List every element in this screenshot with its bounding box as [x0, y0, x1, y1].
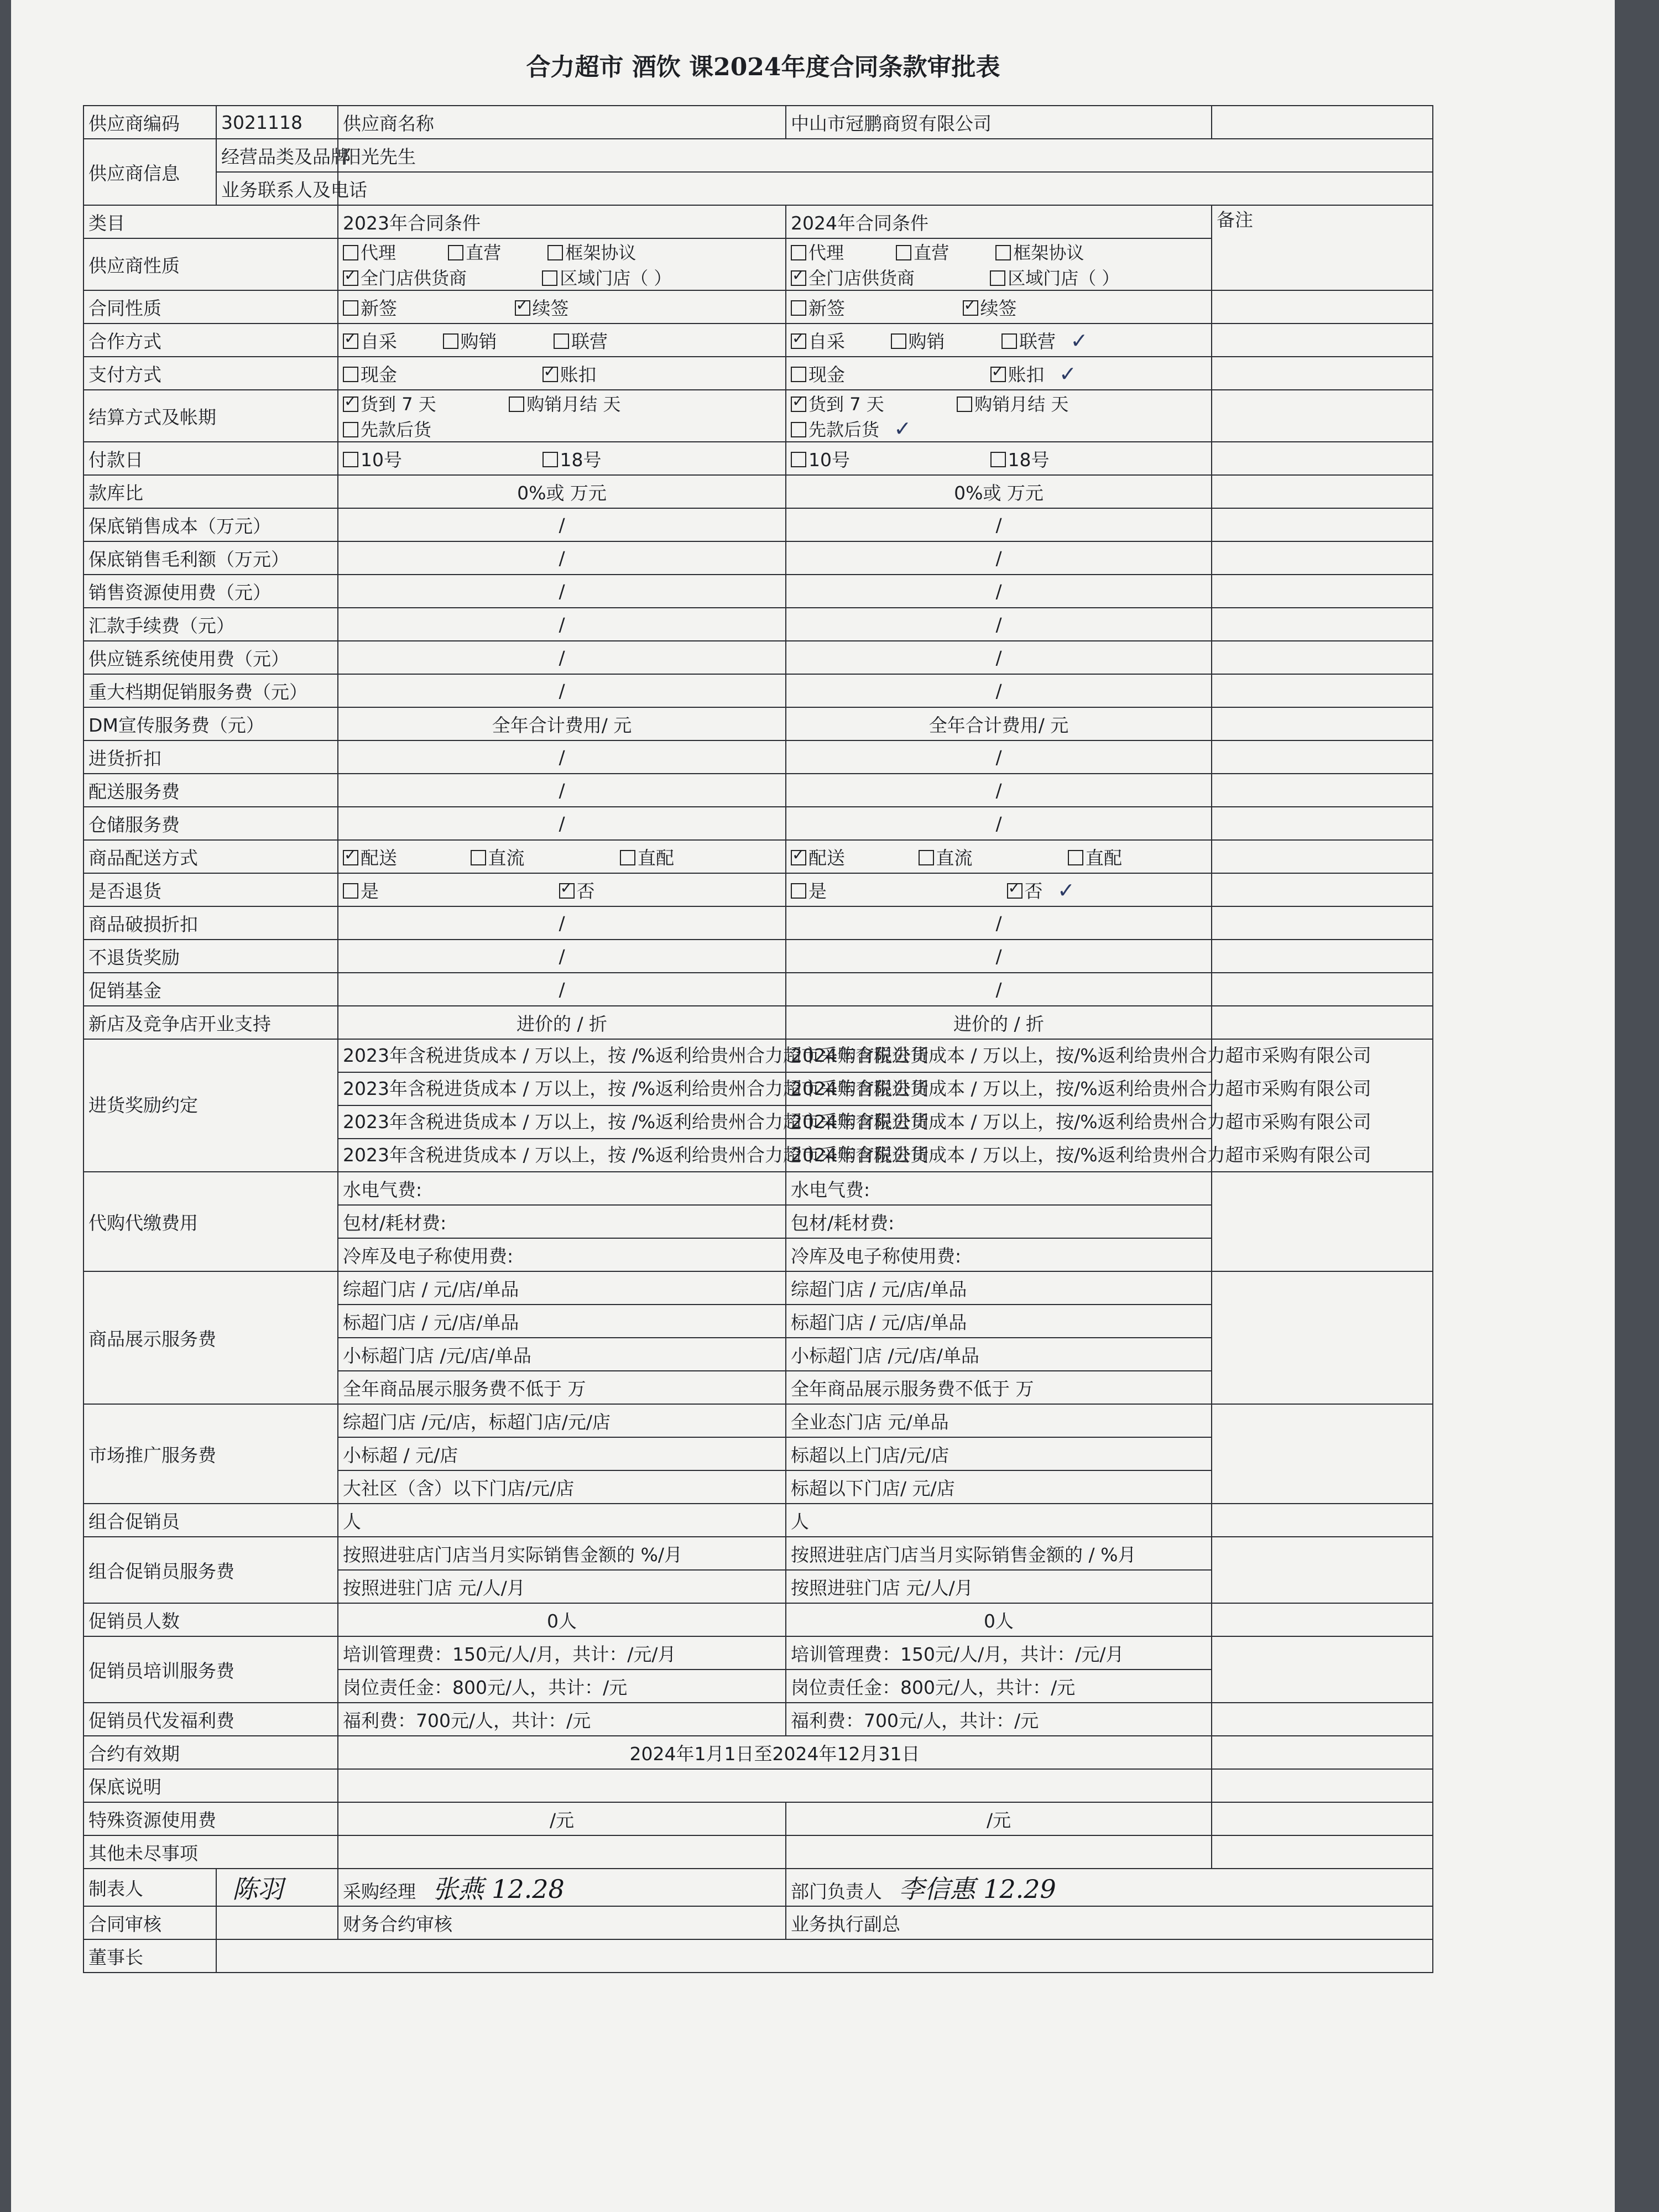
- checkbox[interactable]: [791, 367, 806, 382]
- row-pay-mode: 支付方式: [84, 357, 338, 390]
- checkbox-checked[interactable]: [1007, 883, 1022, 899]
- row-discount: 进货折扣: [84, 740, 338, 774]
- brand-label: 经营品类及品牌: [216, 139, 338, 172]
- row-return: 是否退货: [84, 873, 338, 906]
- row-resource-fee: 销售资源使用费（元）: [84, 575, 338, 608]
- empty-cell: [1212, 1802, 1433, 1835]
- row-combo-fee: 组合促销员服务费: [84, 1537, 338, 1603]
- display-2023: 小标超门店 /元/店/单品: [338, 1338, 786, 1371]
- checkbox[interactable]: [509, 397, 524, 412]
- display-2024: 综超门店 / 元/店/单品: [786, 1271, 1212, 1305]
- row-other: 其他未尽事项: [84, 1835, 338, 1869]
- empty-cell: [1212, 906, 1433, 940]
- row-payday: 付款日: [84, 442, 338, 475]
- slash-cell: /: [338, 906, 786, 940]
- reward-2023: 2023年含税进货成本 / 万以上，按 /%返利给贵州合力超市采购有限公司: [338, 1139, 786, 1172]
- empty-cell: [1212, 106, 1433, 139]
- empty-cell: [1212, 1636, 1433, 1703]
- market-2024: 全业态门店 元/单品: [786, 1404, 1212, 1437]
- reward-2024: 2024年含税进货成本 / 万以上，按/%返利给贵州合力超市采购有限公司: [786, 1105, 1212, 1139]
- empty-cell: [1212, 873, 1433, 906]
- empty-cell: [1212, 1736, 1433, 1769]
- purchase-signature: 张燕 12.28: [432, 1874, 565, 1904]
- empty-cell: [1212, 1404, 1433, 1504]
- display-2023: 综超门店 / 元/店/单品: [338, 1271, 786, 1305]
- valid-period: 2024年1月1日至2024年12月31日: [338, 1736, 1212, 1769]
- empty-cell: [1212, 641, 1433, 674]
- display-2024: 标超门店 / 元/店/单品: [786, 1305, 1212, 1338]
- nature-2023: 代理 直营 框架协议 ✓全门店供货商 区域门店（ ）: [338, 238, 786, 290]
- slash-cell: /: [338, 575, 786, 608]
- row-purchase-reward: 进货奖励约定: [84, 1039, 338, 1172]
- empty-cell: [1212, 1835, 1433, 1869]
- nature-2024: 代理 直营 框架协议 ✓全门店供货商 区域门店（ ）: [786, 238, 1212, 290]
- reward-2023: 2023年含税进货成本 / 万以上，按 /%返利给贵州合力超市采购有限公司: [338, 1072, 786, 1105]
- slash-cell: /: [338, 508, 786, 541]
- checkbox-checked[interactable]: [343, 333, 358, 349]
- chairman-value: [216, 1939, 1433, 1973]
- checkbox[interactable]: [791, 245, 806, 260]
- slash-cell: /: [338, 608, 786, 641]
- checkbox[interactable]: [791, 300, 806, 316]
- market-2024: 标超以下门店/ 元/店: [786, 1470, 1212, 1504]
- market-2024: 标超以上门店/元/店: [786, 1437, 1212, 1470]
- ratio-2023: 0%或 万元: [338, 475, 786, 508]
- empty-cell: [1212, 940, 1433, 973]
- slash-cell: /: [338, 641, 786, 674]
- checkbox-checked[interactable]: [791, 270, 806, 286]
- other-2024: [786, 1835, 1212, 1869]
- slash-cell: /: [786, 807, 1212, 840]
- row-damage: 商品破损折扣: [84, 906, 338, 940]
- welfare-2024: 福利费：700元/人，共计：/元: [786, 1703, 1212, 1736]
- slash-cell: /: [786, 940, 1212, 973]
- empty-cell: [1212, 541, 1433, 575]
- checkbox[interactable]: [791, 422, 806, 437]
- market-2023: 大社区（含）以下门店/元/店: [338, 1470, 786, 1504]
- row-combo-staff: 组合促销员: [84, 1504, 338, 1537]
- packing-2024: 包材/耗材费:: [786, 1205, 1212, 1238]
- row-market-fee: 市场推广服务费: [84, 1404, 338, 1504]
- row-proxy-fee: 代购代缴费用: [84, 1172, 338, 1271]
- utility-2024: 水电气费:: [786, 1172, 1212, 1205]
- row-promo-fund: 促销基金: [84, 973, 338, 1006]
- remark-header: 备注: [1212, 205, 1433, 290]
- reward-2023: 2023年含税进货成本 / 万以上，按 /%返利给贵州合力超市采购有限公司: [338, 1039, 786, 1072]
- pay-2023: 现金 ✓ 账扣: [338, 357, 786, 390]
- slash-cell: /: [786, 740, 1212, 774]
- supplier-name-label: 供应商名称: [338, 106, 786, 139]
- row-min-note: 保底说明: [84, 1769, 338, 1802]
- row-special-fee: 特殊资源使用费: [84, 1802, 338, 1835]
- row-remit-fee: 汇款手续费（元）: [84, 608, 338, 641]
- header-2024: 2024年合同条件: [786, 205, 1212, 238]
- row-valid-period: 合约有效期: [84, 1736, 338, 1769]
- dm-2023: 全年合计费用/ 元: [338, 707, 786, 740]
- coop-2024: ✓ 自采 购销 联营 ✓: [786, 324, 1212, 357]
- slash-cell: /: [338, 674, 786, 707]
- pay-2024: 现金 ✓ 账扣 ✓: [786, 357, 1212, 390]
- empty-cell: [1212, 740, 1433, 774]
- training-2024: 培训管理费：150元/人/月，共计：/元/月: [786, 1636, 1212, 1670]
- display-2024: 全年商品展示服务费不低于 万: [786, 1371, 1212, 1404]
- checkbox[interactable]: [542, 452, 558, 467]
- combo-staff-2024: 人: [786, 1504, 1212, 1537]
- checkbox[interactable]: [990, 270, 1005, 286]
- checkbox[interactable]: [919, 850, 934, 865]
- contact-label: 业务联系人及电话: [216, 172, 338, 205]
- maker-label: 制表人: [84, 1869, 216, 1906]
- handwritten-check-icon: ✓: [1059, 361, 1077, 386]
- staff-count-2024: 0人: [786, 1603, 1212, 1636]
- empty-cell: [1212, 1006, 1433, 1039]
- training-2023: 培训管理费：150元/人/月，共计：/元/月: [338, 1636, 786, 1670]
- row-supply-chain-fee: 供应链系统使用费（元）: [84, 641, 338, 674]
- header-2023: 2023年合同条件: [338, 205, 786, 238]
- handwritten-check-icon: ✓: [894, 416, 912, 441]
- row-no-return-bonus: 不退货奖励: [84, 940, 338, 973]
- checkbox-checked[interactable]: [542, 367, 558, 382]
- row-ratio: 款库比: [84, 475, 338, 508]
- checkbox[interactable]: [343, 245, 358, 260]
- slash-cell: /: [786, 973, 1212, 1006]
- special-2024: /元: [786, 1802, 1212, 1835]
- checkbox-checked[interactable]: [791, 333, 806, 349]
- reward-2023: 2023年含税进货成本 / 万以上，按 /%返利给贵州合力超市采购有限公司: [338, 1105, 786, 1139]
- row-coop-mode: 合作方式: [84, 324, 338, 357]
- duty-2023: 岗位责任金：800元/人，共计：/元: [338, 1670, 786, 1703]
- empty-cell: [1212, 1504, 1433, 1537]
- checkbox[interactable]: [620, 850, 635, 865]
- empty-cell: [1212, 390, 1433, 442]
- checkbox[interactable]: [343, 300, 358, 316]
- form-title: 合力超市 酒饮 课2024年度合同条款审批表: [526, 53, 1000, 81]
- slash-cell: /: [786, 674, 1212, 707]
- dept-head: 部门负责人 李信惠 12.29: [786, 1869, 1433, 1906]
- min-note-value: [338, 1769, 1212, 1802]
- empty-cell: [1212, 508, 1433, 541]
- empty-cell: [1212, 442, 1433, 475]
- reward-2024: 2024年含税进货成本 / 万以上，按/%返利给贵州合力超市采购有限公司: [786, 1039, 1212, 1072]
- empty-cell: [1212, 1172, 1433, 1271]
- handwritten-check-icon: ✓: [1070, 328, 1088, 353]
- supplier-code: 3021118: [216, 106, 338, 139]
- combo-fee-b-2023: 按照进驻门店 元/人/月: [338, 1570, 786, 1603]
- empty-cell: [1212, 774, 1433, 807]
- review-value: [216, 1906, 338, 1939]
- empty-cell: [1212, 357, 1433, 390]
- checkbox[interactable]: [542, 270, 557, 286]
- slash-cell: /: [786, 575, 1212, 608]
- chairman-label: 董事长: [84, 1939, 216, 1973]
- supplier-info-label: 供应商信息: [84, 139, 216, 205]
- other-2023: [338, 1835, 786, 1869]
- empty-cell: [1212, 674, 1433, 707]
- checkbox[interactable]: [957, 397, 972, 412]
- slash-cell: /: [786, 774, 1212, 807]
- row-settlement: 结算方式及帐期: [84, 390, 338, 442]
- empty-cell: [1212, 807, 1433, 840]
- dept-signature: 李信惠 12.29: [899, 1874, 1056, 1904]
- category-header: 类目: [84, 205, 338, 238]
- slash-cell: /: [786, 608, 1212, 641]
- new-store-2023: 进价的 / 折: [338, 1006, 786, 1039]
- new-store-2024: 进价的 / 折: [786, 1006, 1212, 1039]
- empty-cell: [1212, 324, 1433, 357]
- empty-cell: [1212, 707, 1433, 740]
- slash-cell: /: [338, 940, 786, 973]
- brand-value: 阳光先生: [338, 139, 1433, 172]
- row-delivery-fee: 配送服务费: [84, 774, 338, 807]
- welfare-2023: 福利费：700元/人，共计：/元: [338, 1703, 786, 1736]
- empty-cell: [1212, 1271, 1433, 1404]
- return-2024: 是 ✓ 否 ✓: [786, 873, 1212, 906]
- row-min-profit: 保底销售毛利额（万元）: [84, 541, 338, 575]
- row-display-fee: 商品展示服务费: [84, 1271, 338, 1404]
- market-2023: 小标超 / 元/店: [338, 1437, 786, 1470]
- slash-cell: /: [338, 973, 786, 1006]
- settle-2023: ✓货到 7 天 购销月结 天 先款后货: [338, 390, 786, 442]
- empty-cell: [1212, 1703, 1433, 1736]
- maker-signature: 陈羽: [216, 1869, 338, 1906]
- checkbox[interactable]: [995, 245, 1011, 260]
- checkbox[interactable]: [547, 245, 563, 260]
- cold-2024: 冷库及电子称使用费:: [786, 1238, 1212, 1271]
- checkbox[interactable]: [471, 850, 486, 865]
- handwritten-check-icon: ✓: [1057, 878, 1075, 902]
- checkbox[interactable]: [896, 245, 911, 260]
- row-supplier-nature: 供应商性质: [84, 238, 338, 290]
- checkbox-checked[interactable]: [963, 300, 978, 316]
- paper-sheet: [11, 0, 1615, 2212]
- slash-cell: /: [338, 541, 786, 575]
- checkbox-checked[interactable]: [791, 850, 806, 865]
- display-2024: 小标超门店 /元/店/单品: [786, 1338, 1212, 1371]
- contract-approval-table: [83, 105, 1433, 1973]
- cold-2023: 冷库及电子称使用费:: [338, 1238, 786, 1271]
- empty-cell: [1212, 575, 1433, 608]
- checkbox[interactable]: [891, 333, 906, 349]
- delivery-2023: ✓ 配送 直流 直配: [338, 840, 786, 873]
- checkbox[interactable]: [443, 333, 458, 349]
- slash-cell: /: [338, 807, 786, 840]
- slash-cell: /: [338, 740, 786, 774]
- duty-2024: 岗位责任金：800元/人，共计：/元: [786, 1670, 1212, 1703]
- row-welfare: 促销员代发福利费: [84, 1703, 338, 1736]
- row-delivery-mode: 商品配送方式: [84, 840, 338, 873]
- combo-fee-2023: 按照进驻店门店当月实际销售金额的 %/月: [338, 1537, 786, 1570]
- empty-cell: [1212, 1537, 1433, 1603]
- checkbox-checked[interactable]: [791, 397, 806, 412]
- payday-2023: 10号 18号: [338, 442, 786, 475]
- market-2023: 综超门店 /元/店，标超门店/元/店: [338, 1404, 786, 1437]
- return-2023: 是 ✓ 否: [338, 873, 786, 906]
- staff-count-2023: 0人: [338, 1603, 786, 1636]
- purchase-manager: 采购经理 张燕 12.28: [338, 1869, 786, 1906]
- checkbox[interactable]: [343, 883, 358, 899]
- supplier-code-label: 供应商编码: [84, 106, 216, 139]
- vp-review: 业务执行副总: [786, 1906, 1433, 1939]
- row-storage-fee: 仓储服务费: [84, 807, 338, 840]
- contact-value: [338, 172, 1433, 205]
- empty-cell: [1212, 475, 1433, 508]
- slash-cell: /: [786, 541, 1212, 575]
- checkbox-checked[interactable]: [515, 300, 530, 316]
- checkbox-checked[interactable]: [343, 270, 358, 286]
- combo-fee-2024: 按照进驻店门店当月实际销售金额的 / %月: [786, 1537, 1212, 1570]
- delivery-2024: ✓ 配送 直流 直配: [786, 840, 1212, 873]
- display-2023: 标超门店 / 元/店/单品: [338, 1305, 786, 1338]
- contract-2023: 新签 ✓ 续签: [338, 290, 786, 324]
- coop-2023: ✓ 自采 购销 联营: [338, 324, 786, 357]
- ratio-2024: 0%或 万元: [786, 475, 1212, 508]
- checkbox-checked[interactable]: [343, 850, 358, 865]
- supplier-name: 中山市冠鹏商贸有限公司: [786, 106, 1212, 139]
- checkbox-checked[interactable]: [343, 397, 358, 412]
- display-2023: 全年商品展示服务费不低于 万: [338, 1371, 786, 1404]
- checkbox[interactable]: [1001, 333, 1017, 349]
- reward-2024: 2024年含税进货成本 / 万以上，按/%返利给贵州合力超市采购有限公司: [786, 1072, 1212, 1105]
- slash-cell: /: [786, 906, 1212, 940]
- checkbox[interactable]: [343, 452, 358, 467]
- checkbox[interactable]: [554, 333, 569, 349]
- checkbox[interactable]: [990, 452, 1006, 467]
- row-contract-nature: 合同性质: [84, 290, 338, 324]
- empty-cell: [1212, 608, 1433, 641]
- payday-2024: 10号 18号: [786, 442, 1212, 475]
- checkbox-checked[interactable]: [990, 367, 1006, 382]
- row-staff-count: 促销员人数: [84, 1603, 338, 1636]
- row-dm-fee: DM宣传服务费（元）: [84, 707, 338, 740]
- empty-cell: [1212, 290, 1433, 324]
- checkbox[interactable]: [343, 367, 358, 382]
- row-new-store: 新店及竞争店开业支持: [84, 1006, 338, 1039]
- finance-review: 财务合约审核: [338, 1906, 786, 1939]
- dm-2024: 全年合计费用/ 元: [786, 707, 1212, 740]
- combo-fee-b-2024: 按照进驻门店 元/人/月: [786, 1570, 1212, 1603]
- review-label: 合同审核: [84, 1906, 216, 1939]
- checkbox-checked[interactable]: [559, 883, 575, 899]
- reward-2024: 2024年含税进货成本 / 万以上，按/%返利给贵州合力超市采购有限公司: [786, 1139, 1212, 1172]
- slash-cell: /: [338, 774, 786, 807]
- checkbox[interactable]: [791, 452, 806, 467]
- empty-cell: [1212, 840, 1433, 873]
- settle-2024: ✓货到 7 天 购销月结 天 先款后货 ✓: [786, 390, 1212, 442]
- checkbox[interactable]: [1068, 850, 1083, 865]
- row-min-cost: 保底销售成本（万元）: [84, 508, 338, 541]
- checkbox[interactable]: [343, 422, 358, 437]
- packing-2023: 包材/耗材费:: [338, 1205, 786, 1238]
- combo-staff-2023: 人: [338, 1504, 786, 1537]
- slash-cell: /: [786, 508, 1212, 541]
- contract-2024: 新签 ✓ 续签: [786, 290, 1212, 324]
- checkbox[interactable]: [448, 245, 463, 260]
- row-major-promo-fee: 重大档期促销服务费（元）: [84, 674, 338, 707]
- empty-cell: [1212, 1603, 1433, 1636]
- row-training-fee: 促销员培训服务费: [84, 1636, 338, 1703]
- checkbox[interactable]: [791, 883, 806, 899]
- utility-2023: 水电气费:: [338, 1172, 786, 1205]
- empty-cell: [1212, 973, 1433, 1006]
- special-2023: /元: [338, 1802, 786, 1835]
- empty-cell: [1212, 1769, 1433, 1802]
- slash-cell: /: [786, 641, 1212, 674]
